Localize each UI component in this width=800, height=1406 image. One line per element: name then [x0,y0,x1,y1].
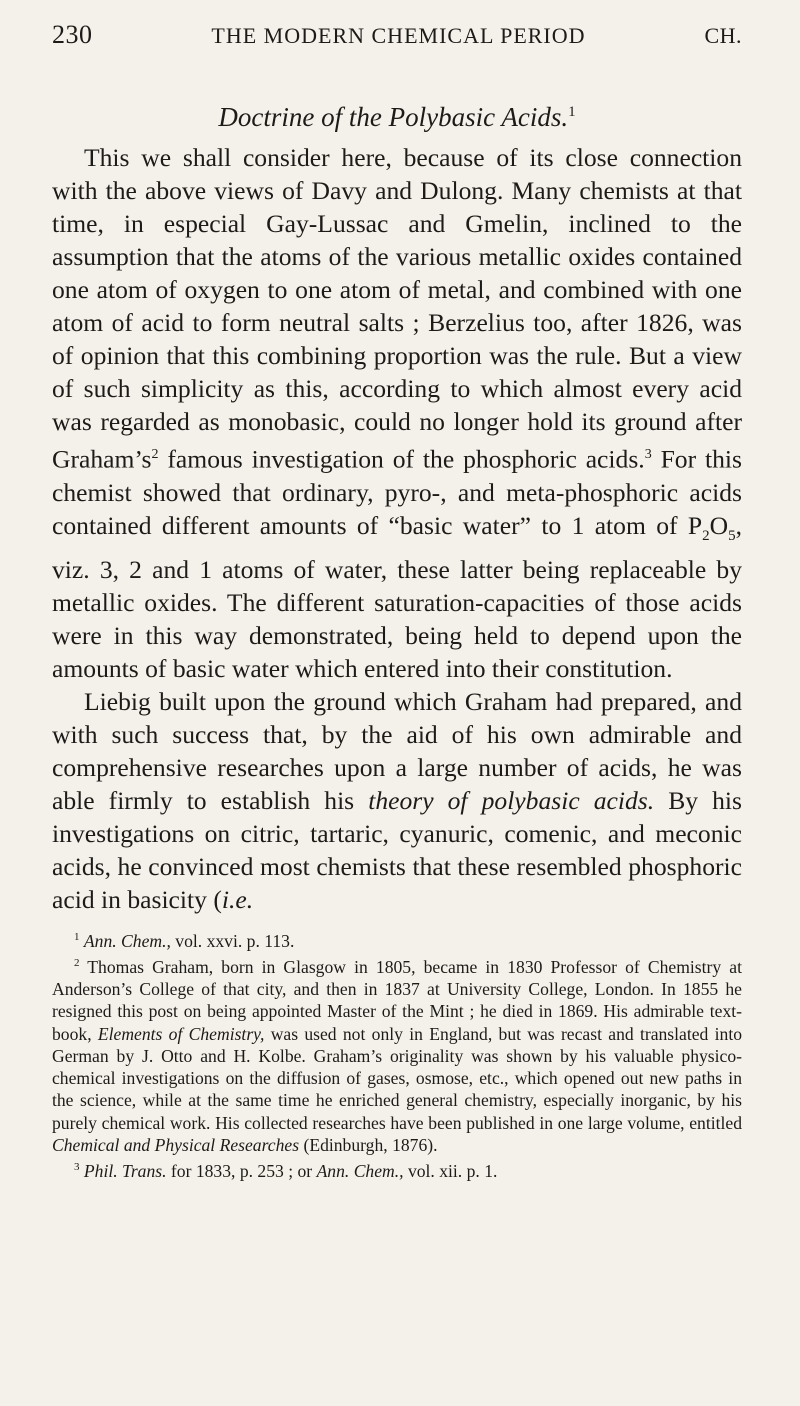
body-text [52,141,742,916]
para1-text-3: For this chemist showed that ordinary, pyro-, and meta-phosphoric acids contained different amounts of “basic water” to 1 atom of P [52,444,742,540]
footnote-2-text-2: was used not only in England, but was recast and translated into German by J. Otto and H. Kolbe. Graham’s originality was shown by his valuable physico-chemical investigations on the diffusion of gases, osmose, etc., which opened out new paths in the science, while at the same time he enriched general chemistry, especially inorganic, by his purely chemical work. His collected researches have been published in one large volume, entitled [52,1023,743,1133]
section-title-text: Doctrine of the Polybasic Acids. [218,102,569,132]
subscript-5: 5 [728,527,736,544]
para2-emphasis-2: i.e. [221,884,254,914]
paragraph-2 [52,685,742,916]
chapter-abbrev: CH. [704,23,742,48]
footnote-3-number: 3 [74,1161,80,1174]
footnote-2-number: 2 [74,956,80,969]
footnote-1-text: vol. xxvi. p. 113. [170,930,295,951]
footnote-2-text-1: Thomas Graham, born in Glasgow in 1805, became in 1830 Professor of Chemistry at Anderson’s College of that city, and then in 1837 at University College, London. In 1855 he resigned this post on being appointed Master of the Mint ; he died in 1869. His admirable text-book, [52,956,742,1044]
para2-text-1: Liebig built upon the ground which Graham had prepared, and with such success that, by the aid of his own admirable and comprehensive researches upon a large number of acids, he was able firmly to establish his [52,686,742,815]
footnote-2-researches-title: Chemical and Physical Researches [52,1135,300,1156]
footnote-ref-2: 2 [151,447,159,462]
para2-text-2: By his investigations on citric, tartaric, cyanuric, comenic, and meconic acids, he convinced most chemists that these resembled phosphoric acid in basicity ( [52,785,742,914]
footnote-3-text-2: vol. xii. p. 1. [403,1161,498,1182]
section-title [52,102,742,133]
page-number: 230 [52,20,93,49]
footnote-2-text-3: (Edinburgh, 1876). [299,1135,438,1156]
footnote-1-number: 1 [74,930,80,943]
para1-text-4: O [709,510,729,540]
footnotes [52,926,742,1183]
subscript-2: 2 [702,527,710,544]
footnote-ref-1: 1 [568,104,576,120]
para1-text-1: This we shall consider here, because of its close connection with the above views of Davy and Dulong. Many chemists at that time, in especial Gay-Lussac and Gmelin, inclined to the assumption that the atoms of the various metallic oxides contained one atom of oxygen to one atom of metal, and combined with one atom of acid to form neutral salts ; Berzelius too, after 1826, was of opinion that this combining proportion was the rule. But a view of such simplicity as this, according to which almost every acid was regarded as monobasic, could no longer hold its ground after Graham’s [52,143,742,474]
footnote-3-citation-2: Ann. Chem., [316,1161,404,1182]
para1-text-2: famous investigation of the phosphoric acids. [158,444,645,474]
footnote-3-text-1: for 1833, p. 253 ; or [166,1161,317,1182]
para2-emphasis-1: theory of polybasic acids. [368,785,655,815]
footnote-ref-3: 3 [644,447,652,462]
footnote-1-citation: Ann. Chem., [83,930,171,951]
running-title: THE MODERN CHEMICAL PERIOD [211,23,586,48]
footnote-3 [52,1156,742,1182]
running-header [52,0,742,50]
footnote-3-citation-1: Phil. Trans. [83,1161,167,1182]
footnote-1 [52,926,742,952]
footnote-2-book-title: Elements of Chemistry, [97,1023,265,1044]
footnote-2 [52,952,742,1157]
para1-text-5: , viz. 3, 2 and 1 atoms of water, these latter being replaceable by metallic oxides. The different saturation-capacities of those acids were in this way demonstrated, being held to depend upon the amounts of basic water which entered into their constitution. [52,510,742,683]
paragraph-1 [52,141,742,685]
